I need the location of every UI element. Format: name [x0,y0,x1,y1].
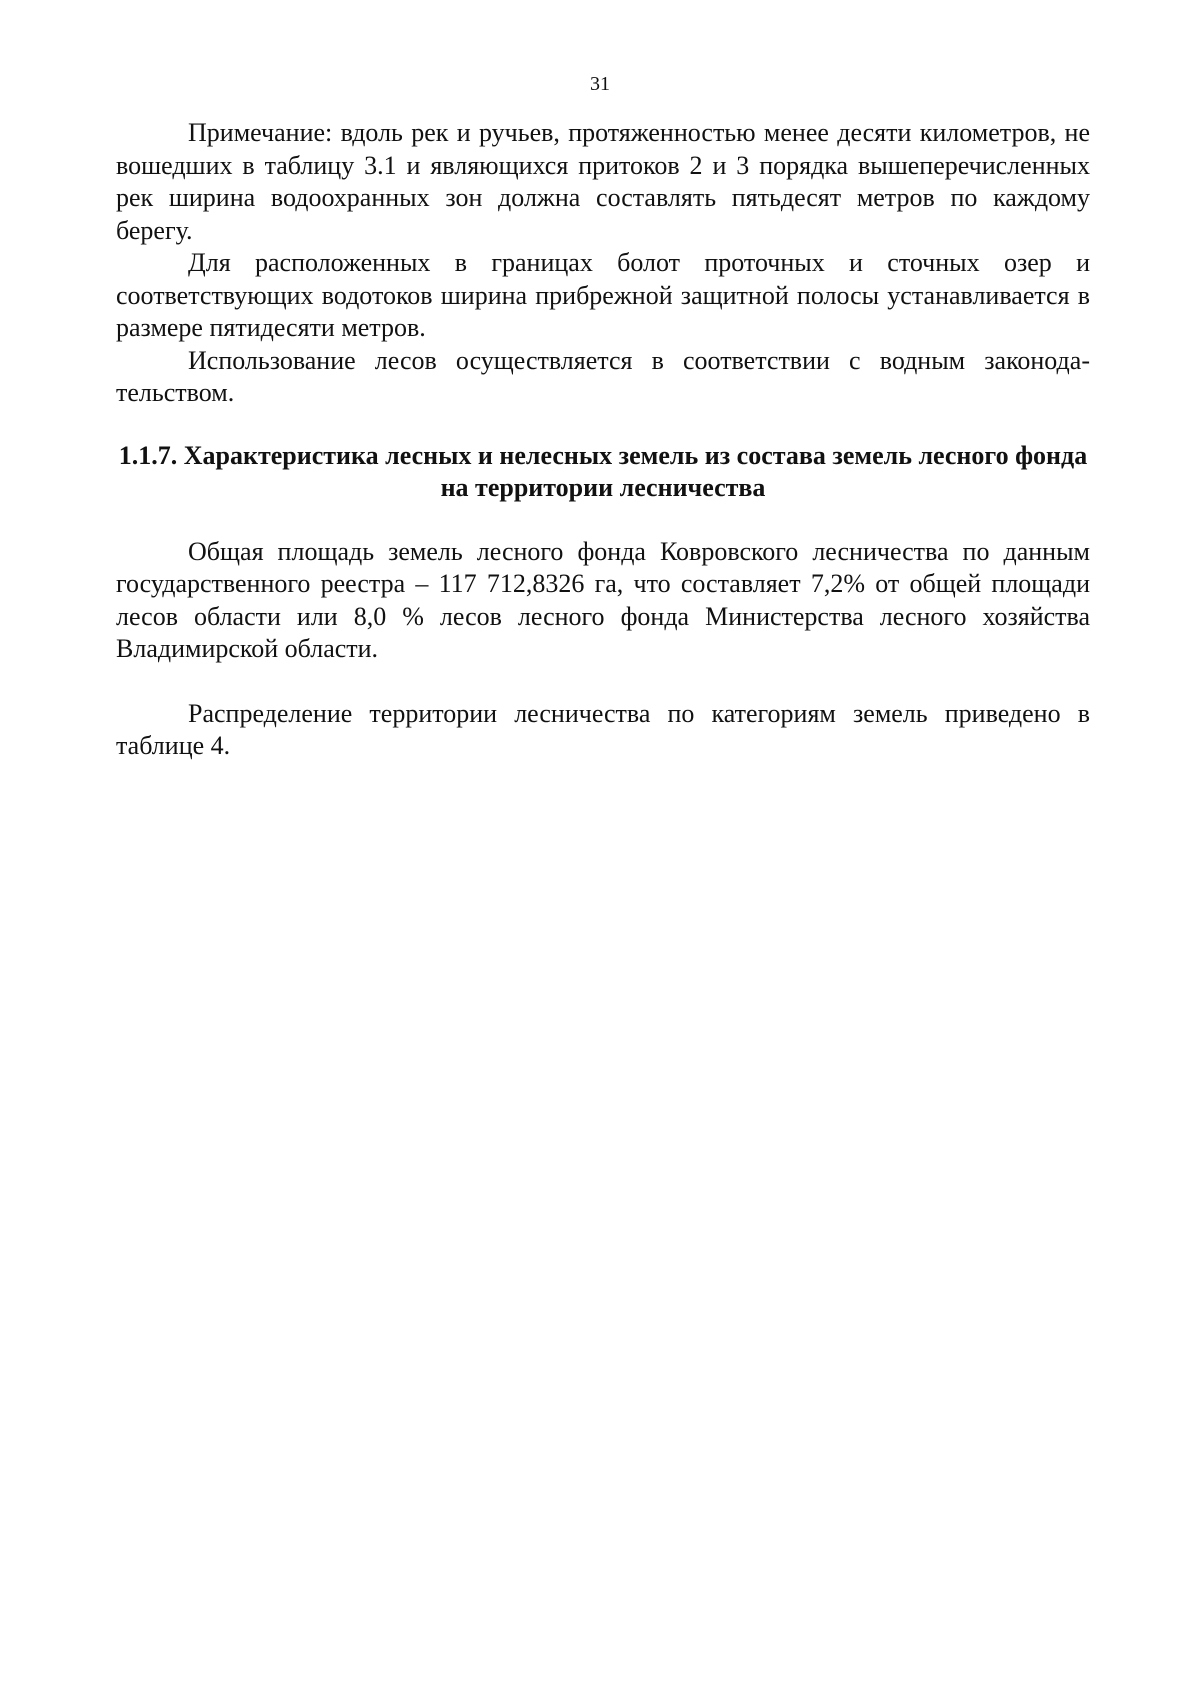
distribution-paragraph: Распределение территории лесничества по категориям земель приведено в таблице 4. [116,698,1090,760]
page-number: 31 [590,73,610,95]
section-heading: 1.1.7. Характеристика лесных и нелесных земель из состава земель лесного фонда на территории лесничества [118,440,1088,502]
area-paragraph: Общая площадь земель лесного фонда Ковровского лесничества по данным государственного реестра – 117 712,8326 га, что составляет 7,2% от общей площади лесов области или 8,0 % лесов лесного фонда Министерства лесного хозяйства Владимирской области. [116,536,1090,663]
swamps-paragraph: Для расположенных в границах болот проточных и сточных озер и соответствующих водотоков ширина прибрежной защитной полосы устанавливается в размере пятидесяти метров. [116,248,1090,342]
page-content [116,117,1090,763]
note-paragraph: Примечание: вдоль рек и ручьев, протяженностью менее десяти километров, не вошедших в таблицу 3.1 и являющихся притоков 2 и 3 порядка вышеперечисленных рек ширина водоохранных зон должна составлять пятьдесят метров по каждому берегу. [116,118,1090,245]
usage-paragraph: Использование лесов осуществляется в соответствии с водным законодательством. [116,345,1090,407]
